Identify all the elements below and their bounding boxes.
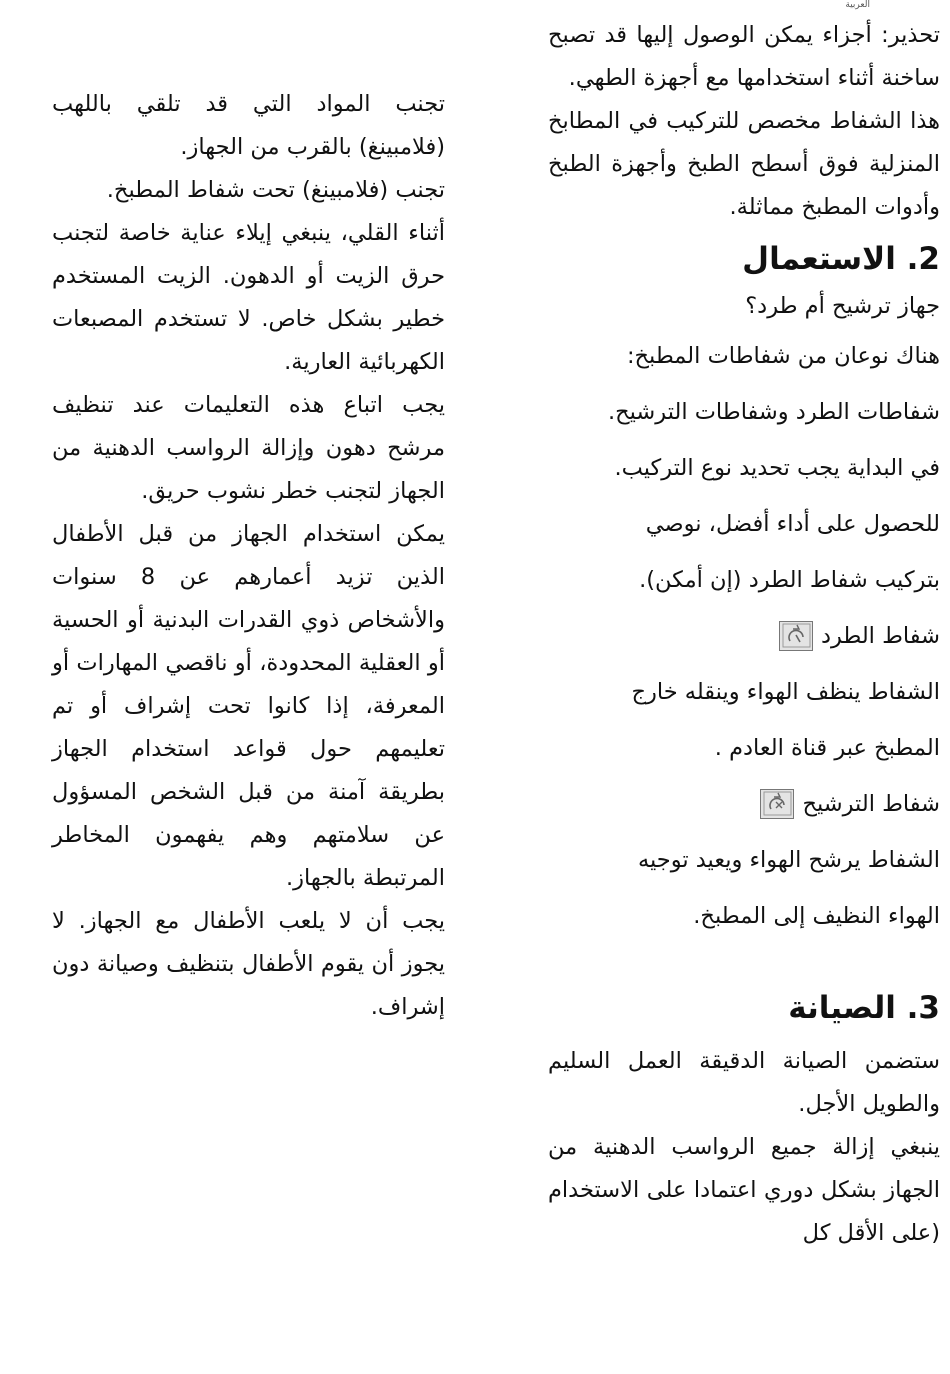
types-intro-line: هناك نوعان من شفاطات المطبخ:: [626, 343, 940, 369]
flammable-materials-paragraph: تجنب المواد التي قد تلقي باللهب (فلامبينغ) بالقرب من الجهاز.: [52, 91, 445, 160]
extraction-mode-label: شفاط الطرد: [820, 623, 940, 649]
question-line: جهاز ترشيح أم طرد؟: [745, 293, 940, 319]
maintenance-paragraph-2: ينبغي إزالة جميع الرواسب الدهنية من الجهاز بشكل دوري اعتمادا على الاستخدام (على الأقل كل: [548, 1134, 940, 1246]
recirculation-mode-row: [548, 776, 940, 832]
cleaning-paragraph: يجب اتباع هذه التعليمات عند تنظيف مرشح دهون وإزالة الرواسب الدهنية من الجهاز لتجنب خطر نشوب حريق.: [52, 392, 445, 504]
types-list-line: شفاطات الطرد وشفاطات الترشيح.: [607, 399, 940, 425]
recirculation-mode-label: شفاط الترشيح: [802, 791, 940, 817]
recommend-line-1: للحصول على أداء أفضل، نوصي: [645, 511, 940, 537]
determine-type-line: في البداية يجب تحديد نوع التركيب.: [614, 455, 940, 481]
recirculation-mode-icon: [760, 789, 794, 819]
extraction-desc-line-2: المطبخ عبر قناة العادم .: [714, 735, 940, 761]
recommend-line-2: بتركيب شفاط الطرد (إن أمكن).: [639, 567, 940, 593]
extraction-desc-line-1: الشفاط ينظف الهواء وينقله خارج: [631, 679, 940, 705]
extraction-mode-row: [548, 608, 940, 664]
right-column: [548, 14, 940, 1255]
recirculation-desc-line-2: الهواء النظيف إلى المطبخ.: [693, 903, 940, 929]
section-2-heading: 2. الاستعمال: [742, 241, 940, 277]
children-play-paragraph: يجب أن لا يلعب الأطفال مع الجهاز. لا يجوز أن يقوم الأطفال بتنظيف وصيانة دون إشراف.: [52, 908, 445, 1020]
maintenance-paragraph-1: ستضمن الصيانة الدقيقة العمل السليم والطويل الأجل.: [548, 1048, 940, 1117]
frying-paragraph: أثناء القلي، ينبغي إيلاء عناية خاصة لتجنب حرق الزيت أو الدهون. الزيت المستخدم خطير بشكل خاص. لا تستخدم المصبعات الكهربائية العارية.: [52, 220, 445, 375]
left-column: [52, 83, 445, 1029]
flambe-paragraph: تجنب (فلامبينغ) تحت شفاط المطبخ.: [106, 177, 445, 203]
page-header-mark: ﺍﻟﻌﺮﺑﻴﺔ: [845, 0, 870, 10]
recirculation-desc-line-1: الشفاط يرشح الهواء ويعيد توجيه: [637, 847, 940, 873]
children-usage-paragraph: يمكن استخدام الجهاز من قبل الأطفال الذين تزيد أعمارهم عن 8 سنوات والأشخاص ذوي القدرات البدنية أو الحسية أو العقلية المحدودة، أو ناقصي المهارات أو المعرفة، إذا كانوا تحت إشراف أو تم تعليمهم حول قواعد استخدام الجهاز بطريقة آمنة من قبل الشخص المسؤول عن سلامتهم وهم يفهمون المخاطر المرتبطة بالجهاز.: [52, 521, 445, 891]
extraction-mode-icon: [779, 621, 813, 651]
intended-use-paragraph: هذا الشفاط مخصص للتركيب في المطابخ المنزلية فوق أسطح الطبخ وأجهزة الطبخ وأدوات المطبخ مماثلة.: [548, 108, 940, 220]
section-3-heading: 3. الصيانة: [788, 990, 940, 1026]
section-spacer: [548, 944, 940, 982]
warning-paragraph: تحذير: أجزاء يمكن الوصول إليها قد تصبح ساخنة أثناء استخدامها مع أجهزة الطهي.: [548, 22, 940, 91]
